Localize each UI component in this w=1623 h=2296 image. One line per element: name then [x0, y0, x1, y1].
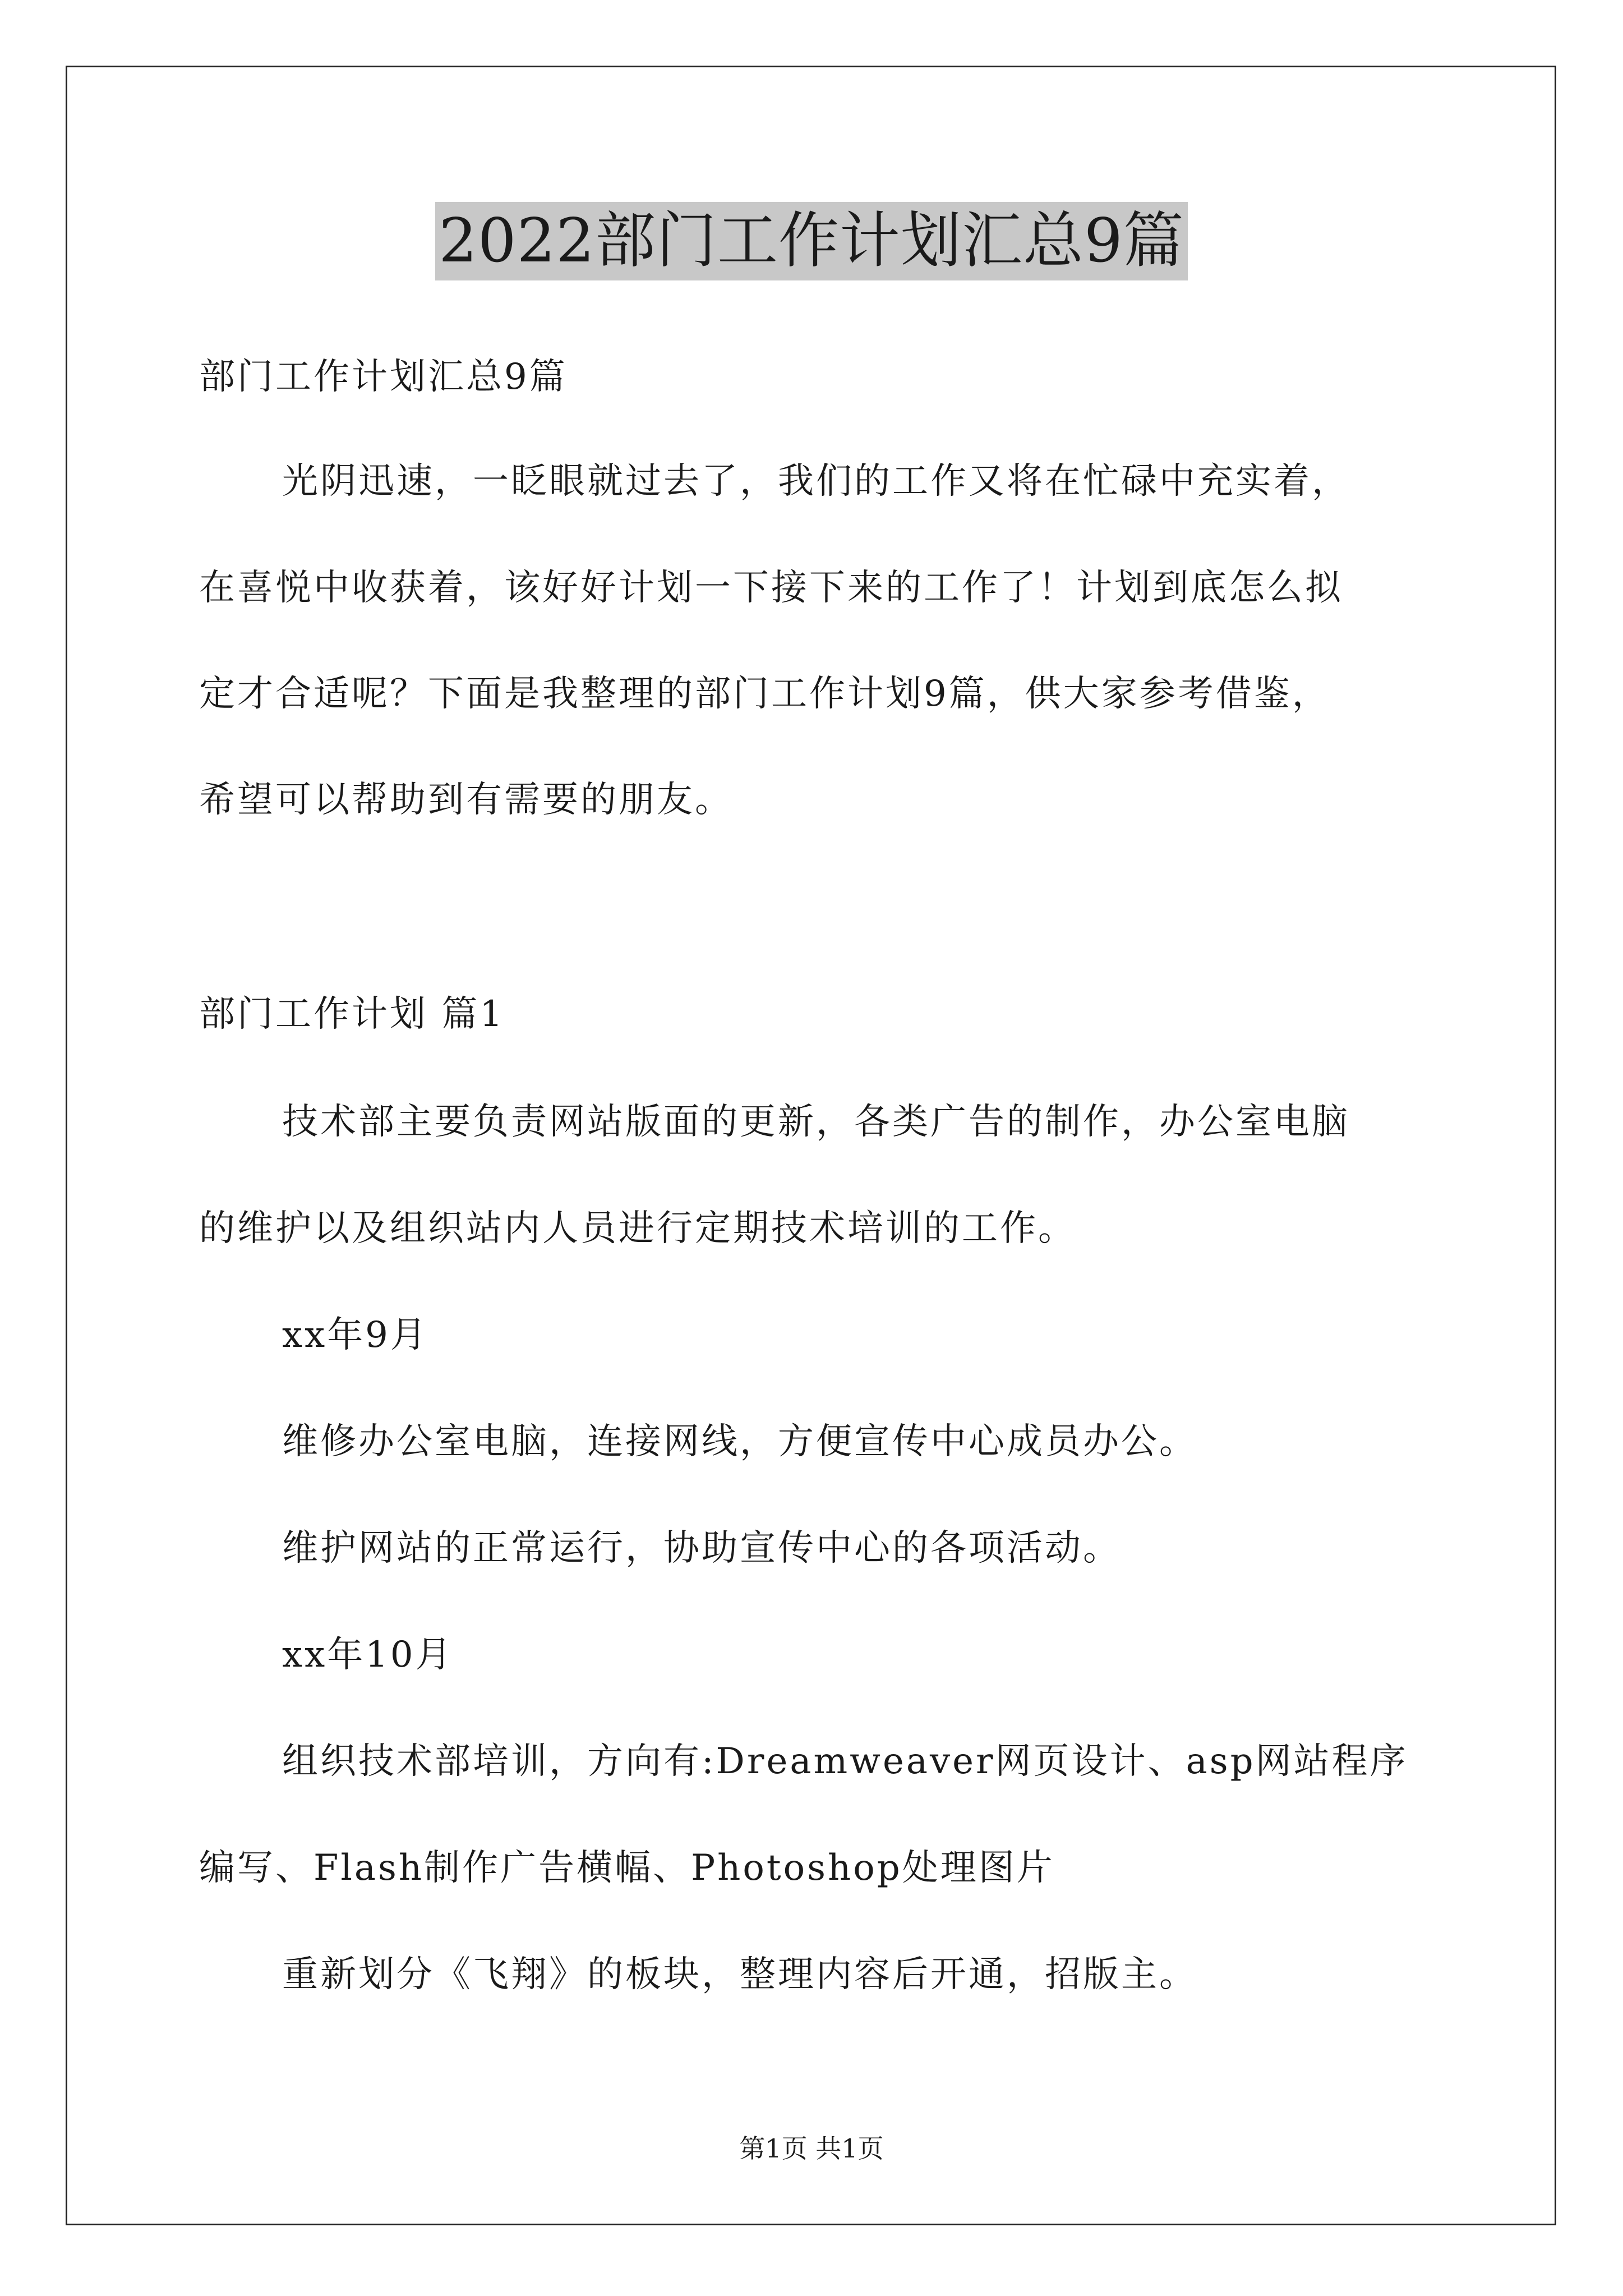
- title-container: [0, 202, 1623, 280]
- intro-line-1: 光阴迅速，一眨眼就过去了，我们的工作又将在忙碌中充实着，: [282, 461, 1350, 502]
- intro-line-3: 定才合适呢？下面是我整理的部门工作计划9篇，供大家参考借鉴，: [199, 673, 1330, 715]
- intro-line-4: 希望可以帮助到有需要的朋友。: [199, 779, 733, 821]
- intro-line-2: 在喜悦中收获着，该好好计划一下接下来的工作了！计划到底怎么拟: [199, 567, 1343, 609]
- document-subtitle: 部门工作计划汇总9篇: [199, 356, 568, 398]
- body-line-date-sep: xx年9月: [282, 1314, 428, 1356]
- body-line-3: 维修办公室电脑，连接网线，方便宣传中心成员办公。: [282, 1421, 1197, 1462]
- body-line-4: 维护网站的正常运行，协助宣传中心的各项活动。: [282, 1527, 1121, 1569]
- page-footer: 第1页 共1页: [739, 2133, 884, 2164]
- body-line-5: 组织技术部培训，方向有:Dreamweaver网页设计、asp网站程序: [282, 1741, 1408, 1782]
- body-line-7: 重新划分《飞翔》的板块，整理内容后开通，招版主。: [282, 1954, 1197, 1995]
- body-line-2: 的维护以及组织站内人员进行定期技术培训的工作。: [199, 1208, 1076, 1249]
- body-line-1: 技术部主要负责网站版面的更新，各类广告的制作，办公室电脑: [282, 1101, 1350, 1143]
- document-title: 2022部门工作计划汇总9篇: [435, 202, 1188, 280]
- section-heading: 部门工作计划 篇1: [199, 993, 505, 1035]
- body-line-date-oct: xx年10月: [282, 1634, 454, 1676]
- body-line-6: 编写、Flash制作广告横幅、Photoshop处理图片: [199, 1847, 1055, 1889]
